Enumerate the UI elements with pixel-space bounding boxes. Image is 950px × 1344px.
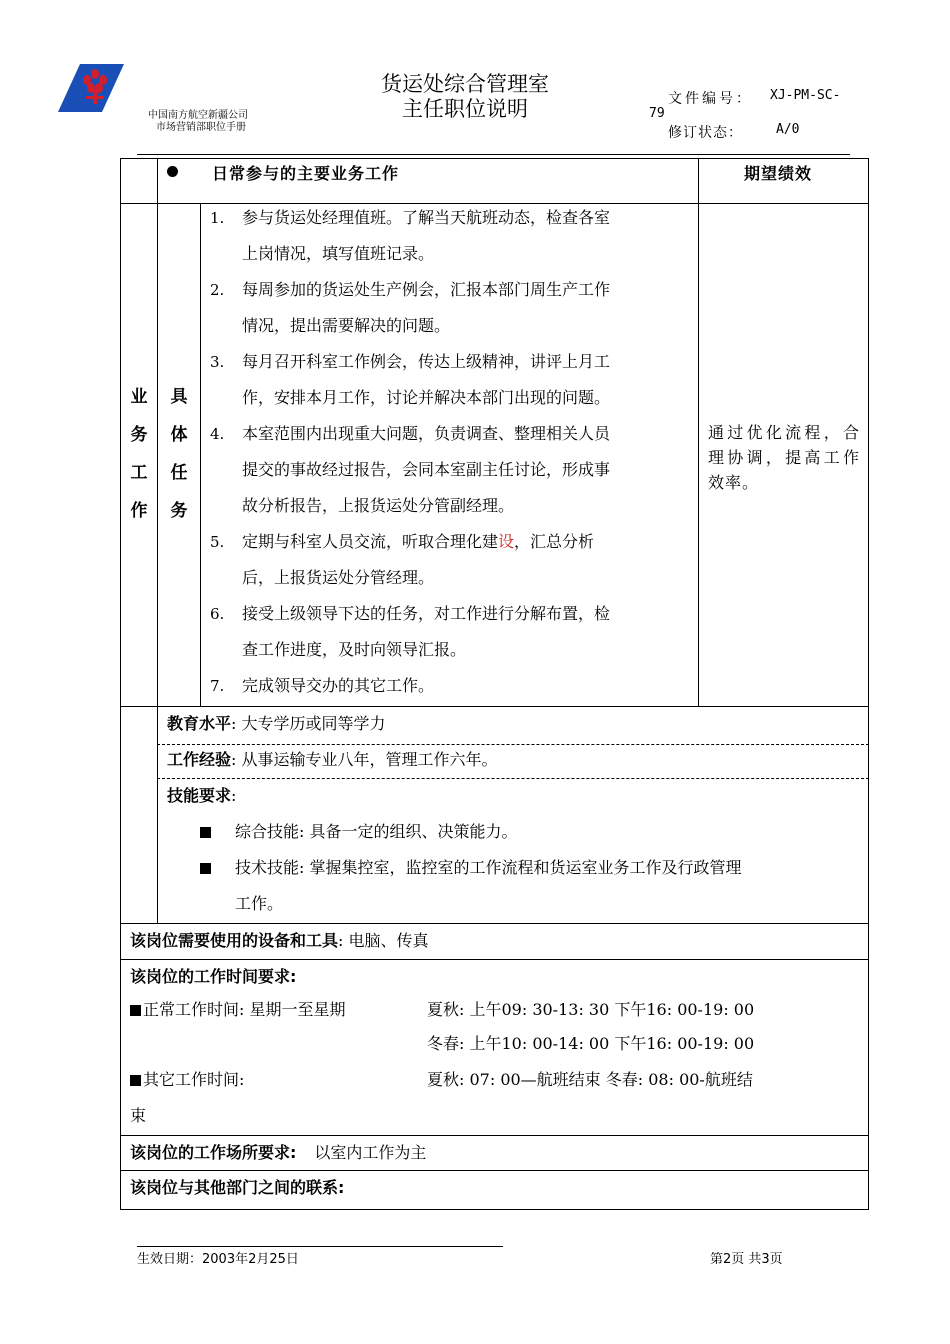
category-label — [127, 378, 151, 530]
list-item — [210, 416, 688, 524]
task-text: 每月召开科室工作例会，传达上级精神，讲评上月工 — [242, 352, 611, 371]
experience-label: 工作经验 — [167, 750, 232, 769]
skill-item — [200, 814, 517, 850]
doc-number-value: XJ-PM-SC- — [770, 88, 841, 103]
main-duties-header: 日常参与的主要业务工作 — [212, 164, 400, 183]
list-item — [210, 344, 688, 416]
other-time-value: 夏秋: 07: 00—航班结束 冬春: 08: 00-航班结 — [427, 1070, 753, 1089]
skills-label: 技能要求 — [167, 786, 232, 805]
task-text: 情况，提出需要解决的问题。 — [242, 316, 451, 335]
square-bullet-icon — [130, 1005, 141, 1016]
list-item — [210, 596, 688, 668]
task-text: 接受上级领导下达的任务，对工作进行分解布置，检 — [242, 604, 611, 623]
company-line1: 中国南方航空新疆公司 — [148, 110, 248, 121]
normal-time-summer: 夏秋: 上午09: 30-13: 30 下午16: 00-19: 00 — [427, 1000, 755, 1019]
equipment-value: : 电脑、传真 — [338, 931, 429, 950]
subcategory-char: 务 — [170, 501, 188, 521]
task-text: 参与货运处经理值班。了解当天航班动态，检查各室 — [242, 208, 611, 227]
square-bullet-icon — [130, 1075, 141, 1086]
task-text-part: ，汇总分析 — [514, 532, 595, 551]
skill-text-cont: 工作。 — [235, 894, 284, 913]
task-number: 1. — [210, 209, 225, 227]
list-item — [210, 668, 688, 704]
relations-label: 该岗位与其他部门之间的联系: — [130, 1178, 345, 1197]
task-text: 查工作进度，及时向领导汇报。 — [242, 640, 467, 659]
workplace-row — [130, 1135, 426, 1171]
other-time-label: 其它工作时间: — [143, 1070, 245, 1089]
revision-label: 修订状态： — [668, 125, 743, 141]
worktime-label: 该岗位的工作时间要求: — [130, 967, 297, 986]
equipment-row — [130, 923, 429, 959]
normal-time-row — [130, 992, 345, 1028]
subcategory-char: 任 — [170, 463, 188, 483]
task-text: 上岗情况，填写值班记录。 — [242, 244, 435, 263]
skill-item — [200, 850, 741, 886]
title-line1: 货运处综合管理室 — [381, 72, 549, 96]
doc-number-continued: 79 — [649, 106, 665, 121]
doc-number-label: 文件编号： — [668, 91, 753, 107]
other-time-row — [130, 1062, 244, 1098]
header-divider — [137, 154, 850, 155]
workplace-value: 以室内工作为主 — [314, 1143, 427, 1162]
list-item — [210, 200, 688, 272]
title-line2: 主任职位说明 — [402, 97, 528, 121]
square-bullet-icon — [200, 827, 211, 838]
footer-divider — [137, 1246, 503, 1247]
table-col-rule — [698, 158, 699, 706]
skill-text: 技术技能: 掌握集控室，监控室的工作流程和货运室业务工作及行政管理 — [235, 858, 742, 877]
task-text: 故分析报告，上报货运处分管副经理。 — [242, 496, 515, 515]
company-line2: 市场营销部职位手册 — [156, 122, 246, 133]
experience-value: : 从事运输专业八年，管理工作六年。 — [231, 750, 498, 769]
normal-time-label: 正常工作时间: 星期一至星期 — [143, 1000, 346, 1019]
task-text — [242, 524, 688, 560]
list-item — [210, 524, 688, 596]
other-time-cont: 束 — [130, 1106, 147, 1125]
task-number: 7. — [210, 677, 225, 695]
subcategory-label — [167, 378, 191, 530]
category-char: 工 — [130, 463, 148, 483]
list-item — [210, 272, 688, 344]
revision-value: A/0 — [776, 122, 800, 137]
skills-colon: : — [231, 786, 237, 805]
experience-row — [167, 742, 498, 778]
task-number: 5. — [210, 533, 225, 551]
category-char: 务 — [130, 425, 148, 445]
category-char: 业 — [130, 387, 148, 407]
task-number: 4. — [210, 425, 225, 443]
education-value: : 大专学历或同等学力 — [231, 714, 386, 733]
task-text-part: 定期与科室人员交流，听取合理化建 — [242, 532, 499, 551]
task-number: 2. — [210, 281, 225, 299]
task-number: 3. — [210, 353, 225, 371]
task-text: 本室范围内出现重大问题，负责调查、整理相关人员 — [242, 424, 611, 443]
education-row — [167, 706, 386, 742]
table-col-rule — [200, 203, 201, 706]
task-text-highlight: 设 — [498, 532, 515, 551]
workplace-label: 该岗位的工作场所要求: — [130, 1143, 297, 1162]
skills-row — [167, 778, 236, 814]
table-col-rule — [157, 158, 158, 923]
task-text: 提交的事故经过报告，会同本室副主任讨论，形成事 — [242, 460, 611, 479]
equipment-label: 该岗位需要使用的设备和工具 — [130, 931, 339, 950]
effective-date: 生效日期：2003年2月25日 — [137, 1252, 299, 1267]
normal-time-winter: 冬春: 上午10: 00-14: 00 下午16: 00-19: 00 — [427, 1034, 755, 1053]
performance-header: 期望绩效 — [744, 164, 813, 183]
document-title — [330, 72, 600, 122]
square-bullet-icon — [200, 863, 211, 874]
subcategory-char: 体 — [170, 425, 188, 445]
skill-text: 综合技能: 具备一定的组织、决策能力。 — [235, 822, 518, 841]
company-name — [148, 110, 288, 134]
page-number: 第2页 共3页 — [710, 1252, 783, 1267]
company-logo — [58, 64, 124, 112]
task-text: 作，安排本月工作，讨论并解决本部门出现的问题。 — [242, 388, 611, 407]
subcategory-char: 具 — [170, 387, 188, 407]
task-number: 6. — [210, 605, 225, 623]
task-text: 后，上报货运处分管经理。 — [242, 568, 435, 587]
category-char: 作 — [130, 501, 148, 521]
bullet-dot-icon — [167, 166, 178, 177]
education-label: 教育水平 — [167, 714, 232, 733]
table-dashed-rule — [157, 778, 869, 779]
task-list — [210, 200, 688, 704]
task-text: 完成领导交办的其它工作。 — [242, 676, 435, 695]
expected-performance: 通过优化流程，合理协调，提高工作效率。 — [708, 423, 860, 492]
task-text: 每周参加的货运处生产例会，汇报本部门周生产工作 — [242, 280, 611, 299]
